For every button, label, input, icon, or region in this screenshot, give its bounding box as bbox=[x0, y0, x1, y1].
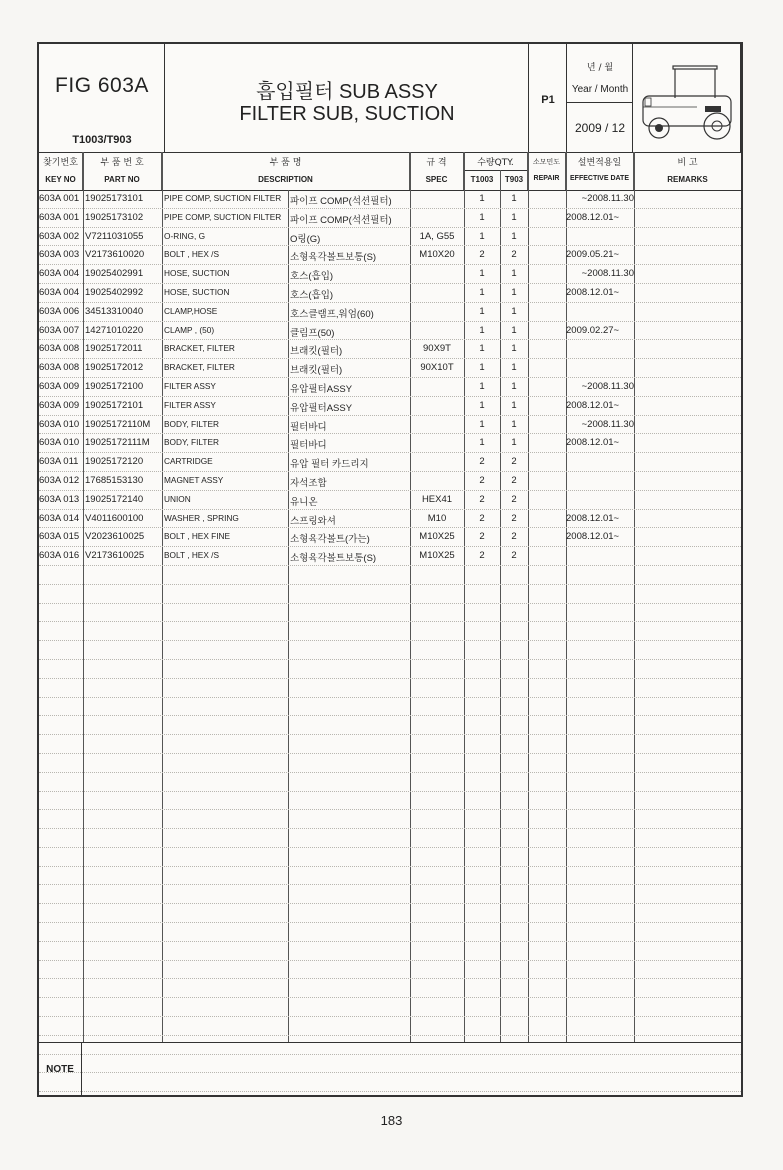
col-spec bbox=[410, 152, 464, 190]
description-korean: 브래킷(필터) bbox=[290, 365, 343, 377]
qty-t903: 2 bbox=[511, 531, 517, 543]
spec: HEX41 bbox=[421, 493, 453, 505]
divider bbox=[567, 102, 633, 103]
fig-cell bbox=[39, 44, 165, 152]
qty-t903: 1 bbox=[511, 286, 517, 298]
empty-row bbox=[39, 735, 741, 754]
table-row bbox=[39, 190, 741, 209]
col-part bbox=[83, 152, 162, 190]
description: HOSE, SUCTION bbox=[164, 286, 230, 297]
qty-t903: 1 bbox=[511, 343, 517, 355]
qty-t903: 2 bbox=[511, 474, 517, 486]
qty-t903: 2 bbox=[511, 456, 517, 468]
part-no: 19025402991 bbox=[85, 268, 144, 280]
qty-t1003: 1 bbox=[479, 324, 485, 336]
table-row bbox=[39, 397, 741, 416]
spec: 90X9T bbox=[423, 343, 451, 355]
description-korean: 스프링와셔 bbox=[290, 515, 336, 527]
description: CARTRIDGE bbox=[164, 456, 213, 467]
qty-t1003: 1 bbox=[479, 193, 485, 204]
qty-t903: 2 bbox=[511, 493, 517, 505]
description: BOLT , HEX /S bbox=[164, 249, 220, 260]
table-row bbox=[39, 547, 741, 566]
qty-t903: 1 bbox=[511, 324, 517, 336]
empty-row bbox=[39, 810, 741, 829]
description-korean: 클림프(50) bbox=[290, 327, 335, 339]
key-no: 603A 008 bbox=[39, 343, 80, 355]
description-korean: 유압필터ASSY bbox=[290, 383, 353, 395]
key-no: 603A 009 bbox=[39, 399, 80, 411]
qty-t903: 1 bbox=[511, 418, 517, 430]
qty-t1003: 2 bbox=[479, 474, 485, 486]
effective-date: 2008.12.01~ bbox=[566, 211, 620, 223]
effective-date: ~2008.11.30 bbox=[581, 418, 634, 430]
table-row bbox=[39, 265, 741, 284]
qty-t1003: 1 bbox=[479, 399, 485, 411]
table-row bbox=[39, 378, 741, 397]
sheet-header bbox=[39, 44, 741, 153]
empty-row bbox=[39, 848, 741, 867]
effective-date: 2009.02.27~ bbox=[566, 324, 620, 336]
part-no: V7211031055 bbox=[85, 230, 144, 242]
description: BOLT , HEX /S bbox=[164, 550, 220, 561]
description-korean: 유압 필터 카드리지 bbox=[290, 459, 369, 471]
key-no: 603A 010 bbox=[39, 437, 80, 449]
part-no: V2173610025 bbox=[85, 550, 145, 562]
page-code: P1 bbox=[541, 94, 555, 106]
title-cell bbox=[165, 44, 529, 152]
part-no: V2023610025 bbox=[85, 531, 145, 543]
table-row bbox=[39, 322, 741, 341]
issue-date: 2009 / 12 bbox=[574, 121, 626, 135]
year-month-label-ko: 년 / 월 bbox=[586, 63, 614, 73]
effective-date: 2008.12.01~ bbox=[566, 437, 620, 449]
description-korean: 호스(흡입) bbox=[290, 289, 334, 301]
description: PIPE COMP, SUCTION FILTER bbox=[164, 211, 282, 222]
table-row bbox=[39, 491, 741, 510]
note-area bbox=[39, 1042, 741, 1096]
description-korean: 소형육각볼트보통(S) bbox=[290, 252, 377, 264]
col-repair-ko: 소모민도 bbox=[532, 158, 561, 166]
empty-row bbox=[39, 998, 741, 1017]
col-remarks-en: REMARKS bbox=[667, 175, 708, 184]
qty-t903: 1 bbox=[511, 268, 517, 280]
model-code: T1003/T903 bbox=[72, 134, 132, 146]
thumbnail-cell bbox=[633, 44, 741, 152]
col-remarks-ko: 비 고 bbox=[677, 158, 698, 168]
col-part-ko: 부 품 번 호 bbox=[100, 158, 144, 168]
col-desc-ko: 부 품 명 bbox=[269, 158, 302, 168]
qty-t1003: 1 bbox=[479, 211, 485, 223]
title-korean: 흡입필터 SUB ASSY bbox=[256, 81, 438, 103]
part-no: 19025173101 bbox=[85, 193, 144, 204]
key-no: 603A 001 bbox=[39, 193, 80, 204]
col-qty-t1003: T1003 bbox=[470, 175, 494, 184]
effective-date: ~2008.11.30 bbox=[581, 193, 634, 204]
table-row bbox=[39, 303, 741, 322]
key-no: 603A 010 bbox=[39, 418, 80, 430]
description: MAGNET ASSY bbox=[164, 474, 224, 485]
table-row bbox=[39, 472, 741, 491]
part-no: 14271010220 bbox=[85, 324, 144, 336]
column-header bbox=[39, 152, 741, 191]
qty-t903: 1 bbox=[511, 211, 517, 223]
key-no: 603A 007 bbox=[39, 324, 80, 336]
col-repair bbox=[528, 152, 566, 190]
description-korean: 유압필터ASSY bbox=[290, 402, 353, 414]
table-row bbox=[39, 453, 741, 472]
col-key-en: KEY NO bbox=[45, 175, 76, 184]
qty-t903: 1 bbox=[511, 399, 517, 411]
key-no: 603A 004 bbox=[39, 286, 80, 298]
qty-t1003: 1 bbox=[479, 437, 485, 449]
description-korean: 필터바디 bbox=[290, 440, 327, 452]
table-row bbox=[39, 359, 741, 378]
empty-row bbox=[39, 622, 741, 641]
part-no: 19025172101 bbox=[85, 399, 144, 411]
empty-row bbox=[39, 566, 741, 585]
part-no: 19025172110M bbox=[85, 418, 151, 430]
table-row bbox=[39, 228, 741, 247]
table-row bbox=[39, 340, 741, 359]
spec: M10 bbox=[427, 512, 447, 524]
qty-t1003: 1 bbox=[479, 362, 485, 374]
description: CLAMP , (50) bbox=[164, 324, 215, 335]
year-month-label-en: Year / Month bbox=[571, 84, 629, 95]
qty-t903: 1 bbox=[511, 437, 517, 449]
table-row bbox=[39, 246, 741, 265]
empty-row bbox=[39, 961, 741, 980]
qty-t1003: 1 bbox=[479, 343, 485, 355]
empty-row bbox=[39, 660, 741, 679]
table-row bbox=[39, 416, 741, 435]
col-effective bbox=[566, 152, 634, 190]
description-korean: 필터바디 bbox=[290, 421, 327, 433]
empty-row bbox=[39, 716, 741, 735]
empty-row bbox=[39, 754, 741, 773]
col-qty-t903: T903 bbox=[504, 175, 524, 184]
key-no: 603A 001 bbox=[39, 211, 80, 223]
qty-t1003: 1 bbox=[479, 305, 485, 317]
tractor-icon bbox=[637, 62, 737, 142]
effective-date: 2008.12.01~ bbox=[566, 399, 620, 411]
empty-row bbox=[39, 773, 741, 792]
part-no: 34513310040 bbox=[85, 305, 144, 317]
empty-row bbox=[39, 942, 741, 961]
description-korean: 유니온 bbox=[290, 496, 318, 508]
empty-row bbox=[39, 585, 741, 604]
part-no: 19025172012 bbox=[85, 362, 144, 374]
note-label: NOTE bbox=[39, 1043, 82, 1096]
col-key-ko: 찾기번호 bbox=[43, 158, 78, 168]
empty-row bbox=[39, 792, 741, 811]
part-no: 19025173102 bbox=[85, 211, 144, 223]
qty-t1003: 2 bbox=[479, 493, 485, 505]
description: BODY, FILTER bbox=[164, 418, 220, 429]
description: BOLT , HEX FINE bbox=[164, 531, 231, 542]
qty-t1003: 2 bbox=[479, 550, 485, 562]
effective-date: 2008.12.01~ bbox=[566, 512, 620, 524]
part-no: V2173610020 bbox=[85, 249, 145, 261]
parts-sheet bbox=[37, 42, 743, 1097]
qty-t903: 1 bbox=[511, 193, 517, 204]
col-qty-label: 수량QTY. bbox=[477, 158, 514, 168]
part-no: 19025172111M bbox=[85, 437, 150, 449]
fig-number: FIG 603A bbox=[55, 74, 149, 97]
col-desc-en: DESCRIPTION bbox=[258, 175, 313, 184]
qty-t1003: 1 bbox=[479, 268, 485, 280]
qty-divider bbox=[464, 170, 527, 171]
qty-t1003: 2 bbox=[479, 456, 485, 468]
col-spec-ko: 규 격 bbox=[426, 158, 447, 168]
key-no: 603A 002 bbox=[39, 230, 80, 242]
description: O-RING, G bbox=[164, 230, 206, 241]
description: BRACKET, FILTER bbox=[164, 362, 235, 373]
table-row bbox=[39, 528, 741, 547]
spec: 1A, G55 bbox=[419, 230, 455, 242]
description-korean: 브래킷(필터) bbox=[290, 346, 343, 358]
page-number: 183 bbox=[380, 1113, 403, 1128]
empty-row bbox=[39, 904, 741, 923]
key-no: 603A 009 bbox=[39, 380, 80, 392]
qty-t1003: 1 bbox=[479, 286, 485, 298]
description: HOSE, SUCTION bbox=[164, 268, 230, 279]
part-no: 19025172011 bbox=[85, 343, 143, 355]
description: FILTER ASSY bbox=[164, 399, 216, 410]
description: FILTER ASSY bbox=[164, 380, 216, 391]
key-no: 603A 011 bbox=[39, 456, 79, 468]
description-korean: 소형육각볼트보통(S) bbox=[290, 553, 377, 565]
table-row bbox=[39, 284, 741, 303]
spec: 90X10T bbox=[420, 362, 454, 374]
effective-date: ~2008.11.30 bbox=[581, 268, 634, 280]
key-no: 603A 016 bbox=[39, 550, 80, 562]
effective-date: 2008.12.01~ bbox=[566, 286, 620, 298]
key-no: 603A 004 bbox=[39, 268, 80, 280]
empty-row bbox=[39, 698, 741, 717]
year-month-cell bbox=[567, 44, 633, 152]
qty-t1003: 1 bbox=[479, 230, 485, 242]
col-desc bbox=[162, 152, 410, 190]
empty-row bbox=[39, 885, 741, 904]
qty-t903: 2 bbox=[511, 512, 517, 524]
description-korean: 파이프 COMP(석션필터) bbox=[290, 196, 392, 207]
col-part-en: PART NO bbox=[104, 175, 140, 184]
effective-date: 2009.05.21~ bbox=[566, 249, 620, 261]
qty-t1003: 2 bbox=[479, 512, 485, 524]
part-no: 19025172120 bbox=[85, 456, 144, 468]
table-row bbox=[39, 434, 741, 453]
description-korean: 소형육각볼트(가는) bbox=[290, 534, 370, 546]
description-korean: 호스(흡입) bbox=[290, 271, 334, 283]
qty-t903: 1 bbox=[511, 230, 517, 242]
empty-row bbox=[39, 1017, 741, 1036]
key-no: 603A 015 bbox=[39, 531, 80, 543]
description-korean: O링(G) bbox=[290, 233, 321, 245]
qty-t903: 1 bbox=[511, 362, 517, 374]
col-repair-en: REPAIR bbox=[533, 175, 560, 182]
qty-t1003: 1 bbox=[479, 418, 485, 430]
col-spec-en: SPEC bbox=[425, 175, 448, 184]
spec: M10X25 bbox=[419, 531, 455, 543]
empty-row bbox=[39, 867, 741, 886]
spec: M10X25 bbox=[419, 550, 455, 562]
qty-t1003: 2 bbox=[479, 249, 485, 261]
part-no: 19025172100 bbox=[85, 380, 144, 392]
key-no: 603A 012 bbox=[39, 474, 80, 486]
part-no: 19025172140 bbox=[85, 493, 144, 505]
col-key bbox=[39, 152, 83, 190]
effective-date: ~2008.11.30 bbox=[581, 380, 634, 392]
qty-t1003: 2 bbox=[479, 531, 485, 543]
col-effective-ko: 설변적용일 bbox=[577, 158, 622, 168]
empty-row bbox=[39, 604, 741, 623]
parts-table-body bbox=[39, 190, 741, 1092]
key-no: 603A 006 bbox=[39, 305, 80, 317]
part-no: 19025402992 bbox=[85, 286, 144, 298]
qty-t1003: 1 bbox=[479, 380, 485, 392]
description-korean: 파이프 COMP(석션필터) bbox=[290, 214, 392, 226]
part-no: 17685153130 bbox=[85, 474, 144, 486]
description: UNION bbox=[164, 493, 191, 504]
qty-t903: 1 bbox=[511, 380, 517, 392]
col-remarks bbox=[634, 152, 741, 190]
empty-row bbox=[39, 979, 741, 998]
description: BODY, FILTER bbox=[164, 437, 220, 448]
qty-t903: 2 bbox=[511, 550, 517, 562]
description: PIPE COMP, SUCTION FILTER bbox=[164, 193, 282, 203]
qty-t903: 2 bbox=[511, 249, 517, 261]
spec: M10X20 bbox=[419, 249, 455, 261]
description: BRACKET, FILTER bbox=[164, 343, 235, 354]
col-effective-en: EFFECTIVE DATE bbox=[570, 175, 629, 182]
key-no: 603A 013 bbox=[39, 493, 80, 505]
empty-row bbox=[39, 679, 741, 698]
key-no: 603A 003 bbox=[39, 249, 80, 261]
table-row bbox=[39, 510, 741, 529]
description-korean: 호스클램프,워엄(60) bbox=[290, 308, 374, 320]
empty-row bbox=[39, 829, 741, 848]
effective-date: 2008.12.01~ bbox=[566, 531, 620, 543]
key-no: 603A 014 bbox=[39, 512, 80, 524]
table-row bbox=[39, 209, 741, 228]
qty-t903: 1 bbox=[511, 305, 517, 317]
empty-row bbox=[39, 923, 741, 942]
col-qty bbox=[464, 152, 528, 190]
part-no: V4011600100 bbox=[85, 512, 144, 524]
description-korean: 자석조합 bbox=[290, 477, 327, 489]
key-no: 603A 008 bbox=[39, 362, 80, 374]
title-english: FILTER SUB, SUCTION bbox=[239, 103, 455, 125]
page-code-cell bbox=[529, 44, 567, 152]
description: CLAMP,HOSE bbox=[164, 305, 218, 316]
empty-row bbox=[39, 641, 741, 660]
description: WASHER , SPRING bbox=[164, 512, 239, 523]
